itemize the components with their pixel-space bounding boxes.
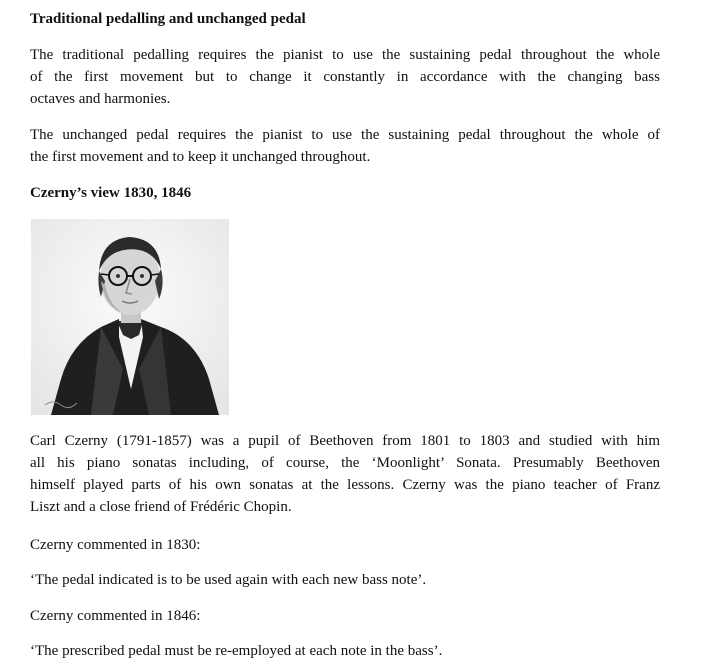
- text-line: The traditional pedalling requires the pianist to use the sustaining pedal throughout the whole: [30, 47, 660, 63]
- text-line: himself played parts of his own sonatas at the lessons. Czerny was the piano teacher of Franz: [30, 477, 660, 493]
- paragraph-czerny-bio: [30, 430, 660, 518]
- czerny-1830-quote: ‘The pedal indicated is to be used again with each new bass note’.: [30, 572, 427, 588]
- text-line: of the first movement but to change it constantly in accordance with the changing bass: [30, 69, 660, 85]
- czerny-portrait-image: [31, 219, 229, 415]
- paragraph-traditional-pedalling: [30, 44, 660, 110]
- czerny-1846-quote: ‘The prescribed pedal must be re-employed at each note in the bass’.: [30, 643, 443, 659]
- section-heading-czerny: Czerny’s view 1830, 1846: [30, 185, 192, 201]
- text-line: the first movement and to keep it unchanged throughout.: [30, 149, 371, 165]
- section-heading-pedalling: Traditional pedalling and unchanged pedal: [30, 11, 306, 27]
- czerny-1830-intro: Czerny commented in 1830:: [30, 537, 201, 553]
- czerny-1846-intro: Czerny commented in 1846:: [30, 608, 201, 624]
- portrait-engraving-icon: [31, 219, 229, 415]
- text-line: all his piano sonatas including, of course, the ‘Moonlight’ Sonata. Presumably Beethoven: [30, 455, 660, 471]
- paragraph-unchanged-pedal: [30, 124, 660, 168]
- text-line: octaves and harmonies.: [30, 91, 171, 107]
- text-line: The unchanged pedal requires the pianist to use the sustaining pedal throughout the whole of: [30, 127, 660, 143]
- text-line: Carl Czerny (1791-1857) was a pupil of Beethoven from 1801 to 1803 and studied with him: [30, 433, 660, 449]
- text-line: Liszt and a close friend of Frédéric Chopin.: [30, 499, 292, 515]
